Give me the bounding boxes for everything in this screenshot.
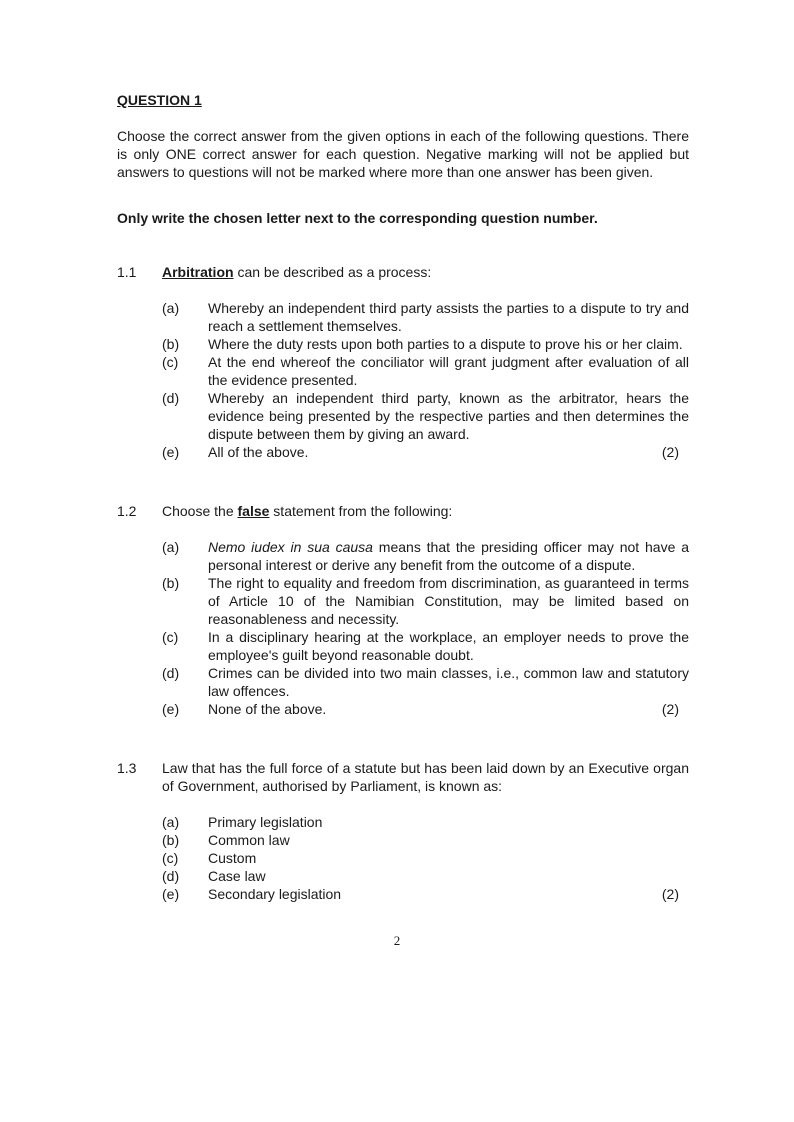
option-label: (d) xyxy=(162,868,180,884)
stem-text: statement from the following: xyxy=(269,503,453,519)
option-text: Whereby an independent third party assists the parties to a dispute to try and reach a settlement themselves. xyxy=(208,300,689,334)
question-1-2 xyxy=(117,502,689,718)
option-text: Primary legislation xyxy=(208,814,323,830)
option-c xyxy=(162,628,689,664)
marks: (2) xyxy=(661,444,679,460)
option-text: Where the duty rests upon both parties to a dispute to prove his or her claim. xyxy=(208,336,683,352)
option-label: (b) xyxy=(162,575,180,591)
option-label: (c) xyxy=(162,629,179,645)
question-stem: Law that has the full force of a statute but has been laid down by an Executive organ of Government, authorised by Parliament, is known as: xyxy=(162,760,689,794)
instruction-text: Only write the chosen letter next to the corresponding question number. xyxy=(117,210,598,226)
option-b xyxy=(162,831,689,849)
options-list xyxy=(162,813,689,903)
option-label: (a) xyxy=(162,300,180,316)
option-label: (c) xyxy=(162,850,179,866)
option-b xyxy=(162,574,689,628)
option-text: Crimes can be divided into two main classes, i.e., common law and statutory law offences. xyxy=(208,665,689,699)
question-number: 1.2 xyxy=(117,503,137,519)
option-label: (a) xyxy=(162,814,180,830)
marks: (2) xyxy=(661,886,679,902)
option-d xyxy=(162,867,689,885)
option-c xyxy=(162,353,689,389)
stem-prefix: Choose the xyxy=(162,503,238,519)
option-label: (a) xyxy=(162,539,180,555)
latin-phrase: Nemo iudex in sua causa xyxy=(208,539,373,555)
option-a xyxy=(162,813,689,831)
stem-keyword: false xyxy=(237,503,270,519)
option-c xyxy=(162,849,689,867)
question-stem xyxy=(162,502,689,520)
option-text: Common law xyxy=(208,832,290,848)
option-a xyxy=(162,299,689,335)
question-number: 1.3 xyxy=(117,760,137,776)
option-text-value: All of the above. xyxy=(208,444,309,460)
options-list xyxy=(162,299,689,461)
option-label: (e) xyxy=(162,444,180,460)
page-number: 2 xyxy=(393,933,401,948)
option-label: (d) xyxy=(162,390,180,406)
option-text: In a disciplinary hearing at the workplace, an employer needs to prove the employee's guilt beyond reasonable doubt. xyxy=(208,629,689,663)
option-text: Case law xyxy=(208,868,266,884)
section-title: QUESTION 1 xyxy=(117,92,202,108)
option-text: Custom xyxy=(208,850,257,866)
option-e xyxy=(162,885,689,903)
question-1-1 xyxy=(117,263,689,461)
stem-text: can be described as a process: xyxy=(233,264,432,280)
option-e xyxy=(162,700,689,718)
option-d xyxy=(162,664,689,700)
option-text xyxy=(208,538,689,574)
option-label: (c) xyxy=(162,354,179,370)
option-text xyxy=(208,443,689,461)
option-text-value: Secondary legislation xyxy=(208,886,342,902)
option-b xyxy=(162,335,689,353)
option-label: (b) xyxy=(162,336,180,352)
option-text-value: means that the presiding officer may not have a personal interest or derive any benefit from the outcome of a dispute. xyxy=(208,539,689,573)
option-text: Whereby an independent third party, known as the arbitrator, hears the evidence being presented by the respective parties and then determines the dispute between them by giving an award. xyxy=(208,390,689,442)
option-text: The right to equality and freedom from discrimination, as guaranteed in terms of Article 10 of the Namibian Constitution, may be limited based on reasonableness and necessity. xyxy=(208,575,689,627)
option-text xyxy=(208,700,689,718)
option-d xyxy=(162,389,689,443)
intro-paragraph: Choose the correct answer from the given options in each of the following questions. There is only ONE correct answer for each question. Negative marking will not be applied but answers to questions will not be marked where more than one answer has been given. xyxy=(117,128,689,180)
option-label: (b) xyxy=(162,832,180,848)
option-a xyxy=(162,538,689,574)
question-stem xyxy=(162,263,689,281)
option-label: (e) xyxy=(162,701,180,717)
option-text: At the end whereof the conciliator will grant judgment after evaluation of all the evidence presented. xyxy=(208,354,689,388)
question-number: 1.1 xyxy=(117,264,137,280)
marks: (2) xyxy=(661,701,679,717)
option-label: (e) xyxy=(162,886,180,902)
option-text xyxy=(208,885,689,903)
options-list xyxy=(162,538,689,718)
option-e xyxy=(162,443,689,461)
question-1-3 xyxy=(117,759,689,903)
option-text-value: None of the above. xyxy=(208,701,327,717)
stem-keyword: Arbitration xyxy=(162,264,234,280)
option-label: (d) xyxy=(162,665,180,681)
